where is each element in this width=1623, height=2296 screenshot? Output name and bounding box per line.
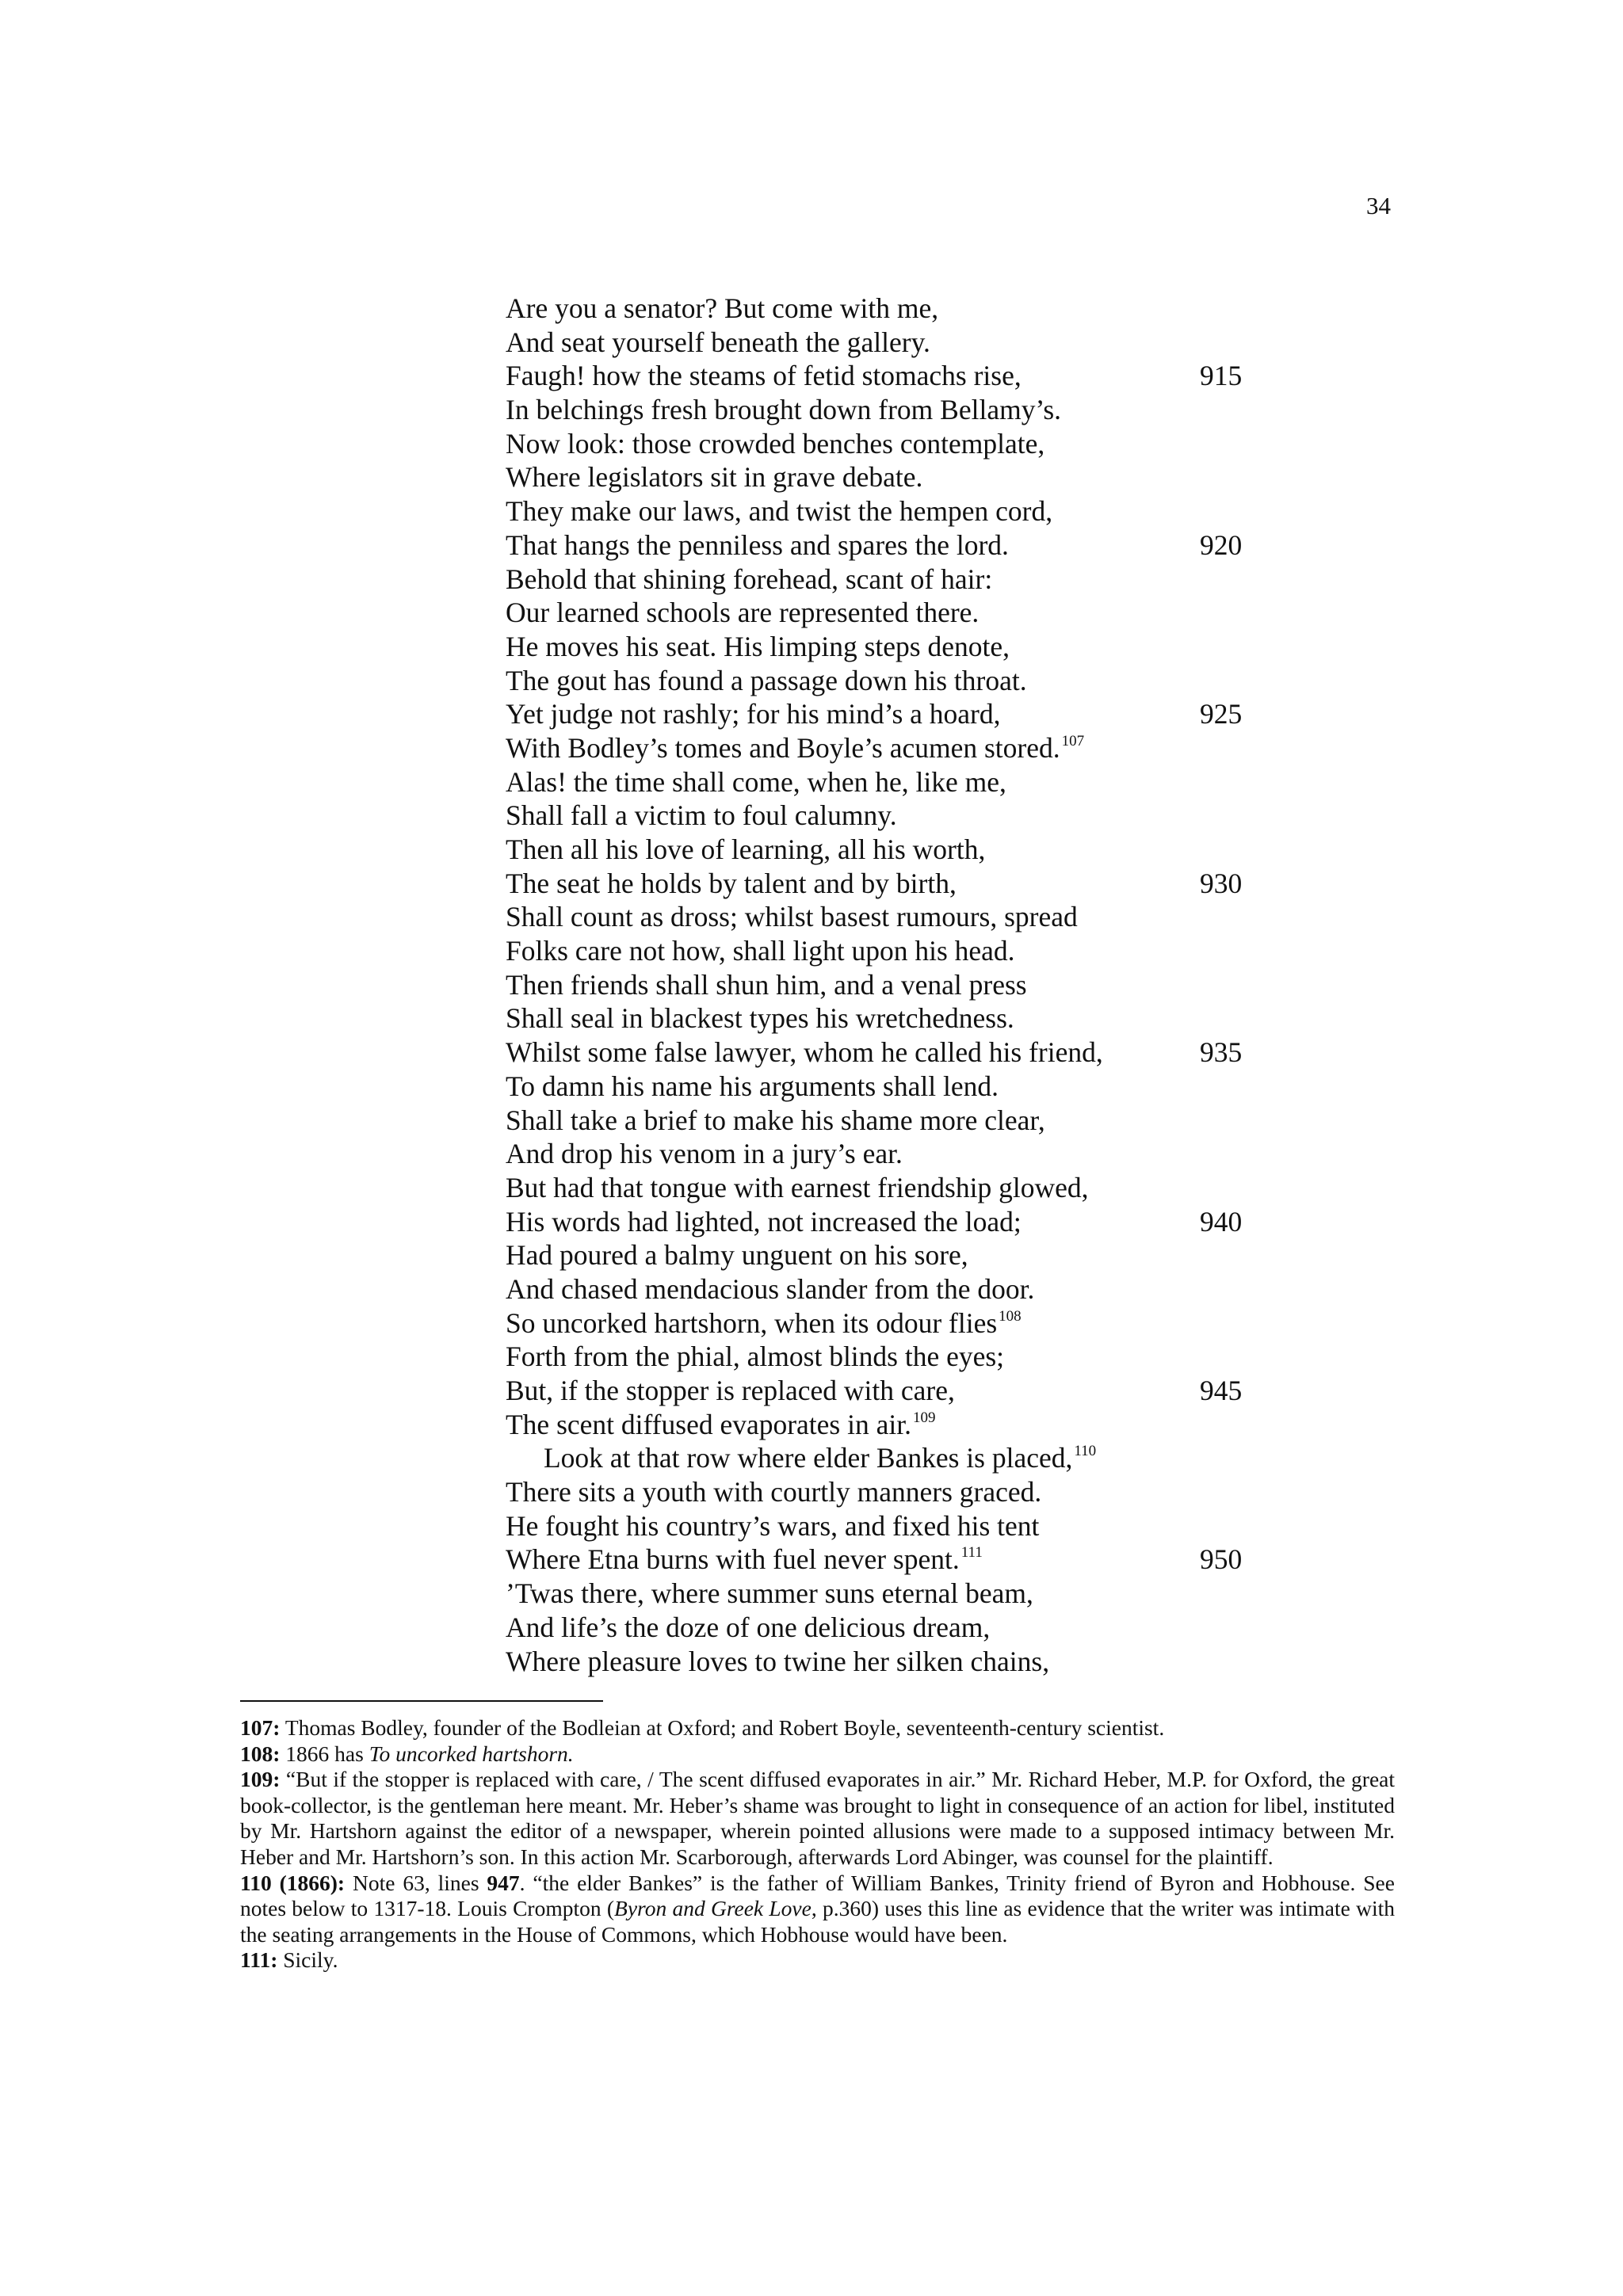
poem-body <box>506 292 1266 1678</box>
footnote-text: Note 63, lines <box>345 1870 487 1895</box>
poem-line-text: They make our laws, and twist the hempen cord, <box>506 495 1053 528</box>
footnote-ref: 111 <box>960 1544 983 1562</box>
footnote-ref: 108 <box>999 1307 1022 1325</box>
footnote-label: 110 (1866): <box>240 1870 346 1895</box>
poem-line-text: Had poured a balmy unguent on his sore, <box>506 1239 968 1272</box>
poem-line <box>506 731 1266 765</box>
poem-line <box>506 1577 1266 1611</box>
line-number: 945 <box>1200 1375 1243 1406</box>
line-number: 940 <box>1200 1205 1243 1238</box>
poem-line <box>506 1441 1266 1475</box>
poem-line-text: In belchings fresh brought down from Bellamy’s. <box>506 394 1062 426</box>
poem-line-text: Yet judge not rashly; for his mind’s a hoard, <box>506 698 1001 730</box>
poem-line-text: So uncorked hartshorn, when its odour flies <box>506 1306 998 1339</box>
poem-line <box>506 563 1266 597</box>
poem-line <box>506 1374 1266 1408</box>
poem-line-text: And chased mendacious slander from the door. <box>506 1272 1035 1305</box>
poem-line <box>506 1171 1266 1205</box>
footnote-italic-text: To uncorked hartshorn. <box>369 1741 574 1766</box>
poem-line-text: But had that tongue with earnest friendship glowed, <box>506 1171 1089 1203</box>
poem-line <box>506 867 1266 901</box>
poem-line-text: And seat yourself beneath the gallery. <box>506 326 930 358</box>
poem-line <box>506 1238 1266 1272</box>
poem-line <box>506 1272 1266 1306</box>
poem-line-text: Our learned schools are represented there. <box>506 597 980 629</box>
poem-line <box>506 968 1266 1002</box>
line-number: 930 <box>1200 867 1243 899</box>
poem-line-text: To damn his name his arguments shall lend. <box>506 1070 999 1102</box>
poem-line <box>506 900 1266 934</box>
footnote-separator <box>240 1700 603 1702</box>
poem-line <box>506 1509 1266 1543</box>
poem-line-text: Where legislators sit in grave debate. <box>506 461 923 494</box>
poem-line-text: Faugh! how the steams of fetid stomachs rise, <box>506 360 1022 392</box>
poem-line <box>506 664 1266 698</box>
poem-line-text: Where Etna burns with fuel never spent. <box>506 1543 960 1576</box>
poem-line-text: His words had lighted, not increased the load; <box>506 1205 1022 1238</box>
footnote-label: 111: <box>240 1947 278 1973</box>
footnote-111 <box>240 1947 1395 1974</box>
footnote-ref: 110 <box>1074 1443 1097 1460</box>
poem-line-text: The gout has found a passage down his throat. <box>506 664 1027 696</box>
poem-line-text: Then friends shall shun him, and a venal press <box>506 968 1027 1001</box>
poem-line <box>506 326 1266 360</box>
poem-line <box>506 1070 1266 1104</box>
footnote-label: 109: <box>240 1767 281 1792</box>
poem-line-text: Forth from the phial, almost blinds the eyes; <box>506 1341 1005 1373</box>
poem-line <box>506 799 1266 833</box>
footnote-110 <box>240 1871 1395 1948</box>
poem-line <box>506 1611 1266 1645</box>
footnote-107 <box>240 1715 1395 1741</box>
poem-line-text: Alas! the time shall come, when he, like me, <box>506 765 1006 798</box>
poem-line <box>506 596 1266 630</box>
poem-line-text: ’Twas there, where summer suns eternal beam, <box>506 1577 1033 1610</box>
footnote-text: “But if the stopper is replaced with care, / The scent diffused evaporates in air.” Mr. Richard Heber, M.P. for Oxford, the great book-collector, is the gentleman here meant. Mr. Heber’s shame was brought to light in consequence of an action for libel, instituted by Mr. Hartshorn against the editor of a newspaper, wherein pointed allusions were made to a supposed intimacy between Mr. Heber and Mr. Hartshorn’s son. In this action Mr. Scarborough, afterwards Lord Abinger, was counsel for the plaintiff. <box>240 1767 1396 1869</box>
poem-line-text: Shall take a brief to make his shame more clear, <box>506 1104 1045 1136</box>
footnote-label: 107: <box>240 1715 281 1740</box>
footnote-text: 1866 has <box>285 1741 369 1766</box>
footnote-book-title: Byron and Greek Love <box>614 1896 812 1921</box>
poem-line <box>506 292 1266 326</box>
poem-line-text: Shall count as dross; whilst basest rumours, spread <box>506 901 1078 933</box>
poem-line-text: There sits a youth with courtly manners graced. <box>506 1476 1042 1508</box>
line-number: 950 <box>1200 1543 1243 1576</box>
footnote-ref: 107 <box>1061 732 1085 749</box>
poem-line <box>506 528 1266 563</box>
poem-line <box>506 359 1266 393</box>
footnote-109 <box>240 1767 1395 1870</box>
footnote-text: Sicily. <box>277 1947 338 1973</box>
poem-line <box>506 1340 1266 1374</box>
poem-line-text: Now look: those crowded benches contemplate, <box>506 427 1045 460</box>
poem-line-text: The scent diffused evaporates in air. <box>506 1408 911 1440</box>
line-number: 915 <box>1200 360 1243 392</box>
poem-line <box>506 1205 1266 1239</box>
footnote-108 <box>240 1741 1395 1768</box>
poem-line <box>506 697 1266 731</box>
poem-line <box>506 1408 1266 1442</box>
poem-line <box>506 1543 1266 1577</box>
poem-line-text: Behold that shining forehead, scant of hair: <box>506 563 993 595</box>
poem-line-text: Then all his love of learning, all his worth, <box>506 833 986 865</box>
poem-line <box>506 1001 1266 1035</box>
poem-line <box>506 630 1266 664</box>
poem-line <box>506 934 1266 968</box>
poem-line <box>506 393 1266 427</box>
poem-line-text: Whilst some false lawyer, whom he called his friend, <box>506 1036 1103 1069</box>
poem-line <box>506 460 1266 494</box>
line-number: 920 <box>1200 528 1243 561</box>
poem-line-text: But, if the stopper is replaced with care, <box>506 1375 955 1406</box>
poem-line-text: Look at that row where elder Bankes is placed, <box>544 1442 1073 1474</box>
poem-line-text: And life’s the doze of one delicious dream, <box>506 1611 991 1643</box>
footnote-ref: 109 <box>912 1409 936 1426</box>
poem-line-text: Shall fall a victim to foul calumny. <box>506 799 897 832</box>
poem-line <box>506 1137 1266 1171</box>
poem-line-text: The seat he holds by talent and by birth, <box>506 867 957 899</box>
poem-line-text: That hangs the penniless and spares the lord. <box>506 528 1009 561</box>
footnote-text: . “the elder Bankes” is the father of William Bankes, Trinity friend of Byron and Hobhouse. See notes below to 1317-18. Louis Crompton ( <box>240 1870 1395 1921</box>
footnote-text: , p.360) uses this line as evidence that the writer was intimate with the seating arrangements in the House of Commons, which Hobhouse would have been. <box>240 1896 1395 1947</box>
page-number: 34 <box>1366 192 1391 219</box>
poem-line <box>506 1035 1266 1070</box>
poem-line-text: Are you a senator? But come with me, <box>506 292 939 324</box>
poem-line-text: And drop his venom in a jury’s ear. <box>506 1138 903 1170</box>
poem-line <box>506 427 1266 461</box>
footnote-label: 108: <box>240 1741 281 1766</box>
poem-line <box>506 765 1266 799</box>
poem-line-text: With Bodley’s tomes and Boyle’s acumen stored. <box>506 731 1060 764</box>
poem-line <box>506 1645 1266 1679</box>
footnote-line-ref: 947 <box>487 1870 520 1895</box>
line-number: 925 <box>1200 698 1243 730</box>
footnotes <box>240 1715 1395 1974</box>
poem-line <box>506 833 1266 867</box>
poem-line <box>506 1104 1266 1138</box>
poem-line-text: Folks care not how, shall light upon his head. <box>506 935 1015 967</box>
line-number: 935 <box>1200 1036 1243 1069</box>
poem-line <box>506 494 1266 528</box>
poem-line-text: He moves his seat. His limping steps denote, <box>506 630 1010 662</box>
poem-line <box>506 1475 1266 1509</box>
footnote-text: Thomas Bodley, founder of the Bodleian at Oxford; and Robert Boyle, seventeenth-century scientist. <box>285 1715 1165 1740</box>
poem-line-text: He fought his country’s wars, and fixed his tent <box>506 1509 1040 1542</box>
poem-line <box>506 1306 1266 1341</box>
poem-line-text: Where pleasure loves to twine her silken chains, <box>506 1645 1050 1677</box>
poem-line-text: Shall seal in blackest types his wretchedness. <box>506 1002 1014 1035</box>
